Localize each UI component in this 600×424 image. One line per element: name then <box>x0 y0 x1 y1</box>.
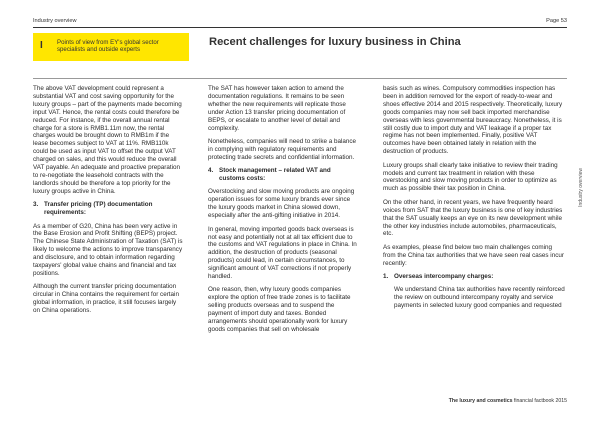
list-item <box>383 273 566 310</box>
list-number: 4. <box>208 167 214 175</box>
column-3 <box>383 85 566 316</box>
list-heading: Transfer pricing (TP) documentation requirements: <box>44 201 153 217</box>
paragraph: Although the current transfer pricing documentation circular in China contains the requirement for certain global information, in practice, it still focuses largely on China operations. <box>33 283 179 315</box>
list-number: 3. <box>33 201 39 209</box>
paragraph: We understand China tax authorities have recently reinforced the review on outbound intercompany royalty and service payments in selected luxury good companies and requested <box>394 286 565 310</box>
footer-text: financial factbook 2015 <box>512 398 567 404</box>
callout-box <box>33 33 189 61</box>
list-heading: Overseas intercompany charges: <box>394 273 494 281</box>
paragraph: One reason, then, why luxury goods companies explore the option of free trade zones is to facilitate selling products overseas and to suspend the payment of import duty and taxes. Bonded arrangements should operationally work for luxury goods companies that sell on wholesale <box>208 286 351 333</box>
paragraph: The SAT has however taken action to amend the documentation regulations. It remains to be seen whether the new requirements will replicate those under Action 13 transfer pricing documentation of BEPS, or escalate to another level of detail and complexity. <box>208 85 346 132</box>
paragraph: basis such as wines. Compulsory commodities inspection has been in addition removed for the export of ready-to-wear and shoes effective 2014 and 2015 respectively. Theoretically, luxury goods companies may now sell back imported merchandise overseas with less governmental bureaucracy. Nonetheless, it is still costly due to import duty and VAT leakage if a proper tax regime has not been implemented. Finally, positive VAT outcomes have been obtained lately in relation with the destruction of products. <box>383 85 563 156</box>
column-2 <box>208 85 358 339</box>
paragraph: Nonetheless, companies will need to strike a balance in complying with regulatory requirements and protecting trade secrets and confidential information. <box>208 137 357 161</box>
page-number: Page 53 <box>546 18 567 24</box>
list-item <box>208 167 358 183</box>
paragraph: Luxury groups shall clearly take initiative to review their trading models and current tax treatment in relation with these overstocking and slow moving products in order to optimize as much as possible their tax position in China. <box>383 161 558 193</box>
paragraph: On the other hand, in recent years, we have frequently heard voices from SAT that the luxury business is one of key industries that the SAT usually keeps an eye on its new development while the other key industries include automobiles, pharmaceuticals, etc. <box>383 198 563 238</box>
header-rule <box>33 27 567 28</box>
paragraph: As a member of G20, China has been very active in the Base Erosion and Profit Shifting (BEPS) project. The Chinese State Administration of Taxation (SAT) is likely to welcome the actions to improve transparency and disclosure, and to obtain information regarding taxpayers' global value chains and financial and tax positions. <box>33 222 183 277</box>
paragraph: Overstocking and slow moving products are ongoing operation issues for some luxury brands ever since the luxury goods market in China slowed down, especially after the anti-gifting initiative in 2014. <box>208 188 355 220</box>
header-section-label: Industry overview <box>33 18 77 24</box>
callout-number: I <box>40 40 43 51</box>
callout-text: Points of view from EY's global sector specialists and outside experts <box>57 39 159 54</box>
paragraph: In general, moving imported goods back overseas is not easy and potentially not at all tax efficient due to the customs and VAT regulations in place in China. In addition, the destruction of products (seasonal products) could lead, in certain circumstances, to significant amount of VAT corrections if not properly handled. <box>208 225 357 281</box>
list-heading: Stock management – related VAT and customs costs: <box>219 167 331 183</box>
paragraph: The above VAT development could represent a substantial VAT and cost saving opportunity for the luxury groups – part of the payments made becoming input VAT. Hence, the rental costs could therefore be reduced. For instance, if the overall annual rental charge for a store is RMB1.11m now, the rental charges would be brought down to RMB1m if the lease becomes subject to VAT at 11%. RMB110k could be used as input VAT to offset the output VAT charged on sales, and this would reduce the overall VAT payable. An adequate and proactive preparation to re-negotiate the leasehold contracts with the landlords should be therefore a top priority for the luxury groups active in China. <box>33 85 182 195</box>
column-1 <box>33 85 183 320</box>
footer-bold: The luxury and cosmetics <box>448 398 513 404</box>
side-section-label: Industry overview <box>578 168 584 207</box>
list-number: 1. <box>383 273 389 281</box>
paragraph: As examples, please find below two main challenges coming from the China tax authorities that we have seen real cases incur recently: <box>383 243 564 267</box>
footer <box>449 398 567 404</box>
title-rule <box>33 78 567 79</box>
list-item <box>33 201 183 217</box>
page-title: Recent challenges for luxury business in China <box>209 36 461 48</box>
